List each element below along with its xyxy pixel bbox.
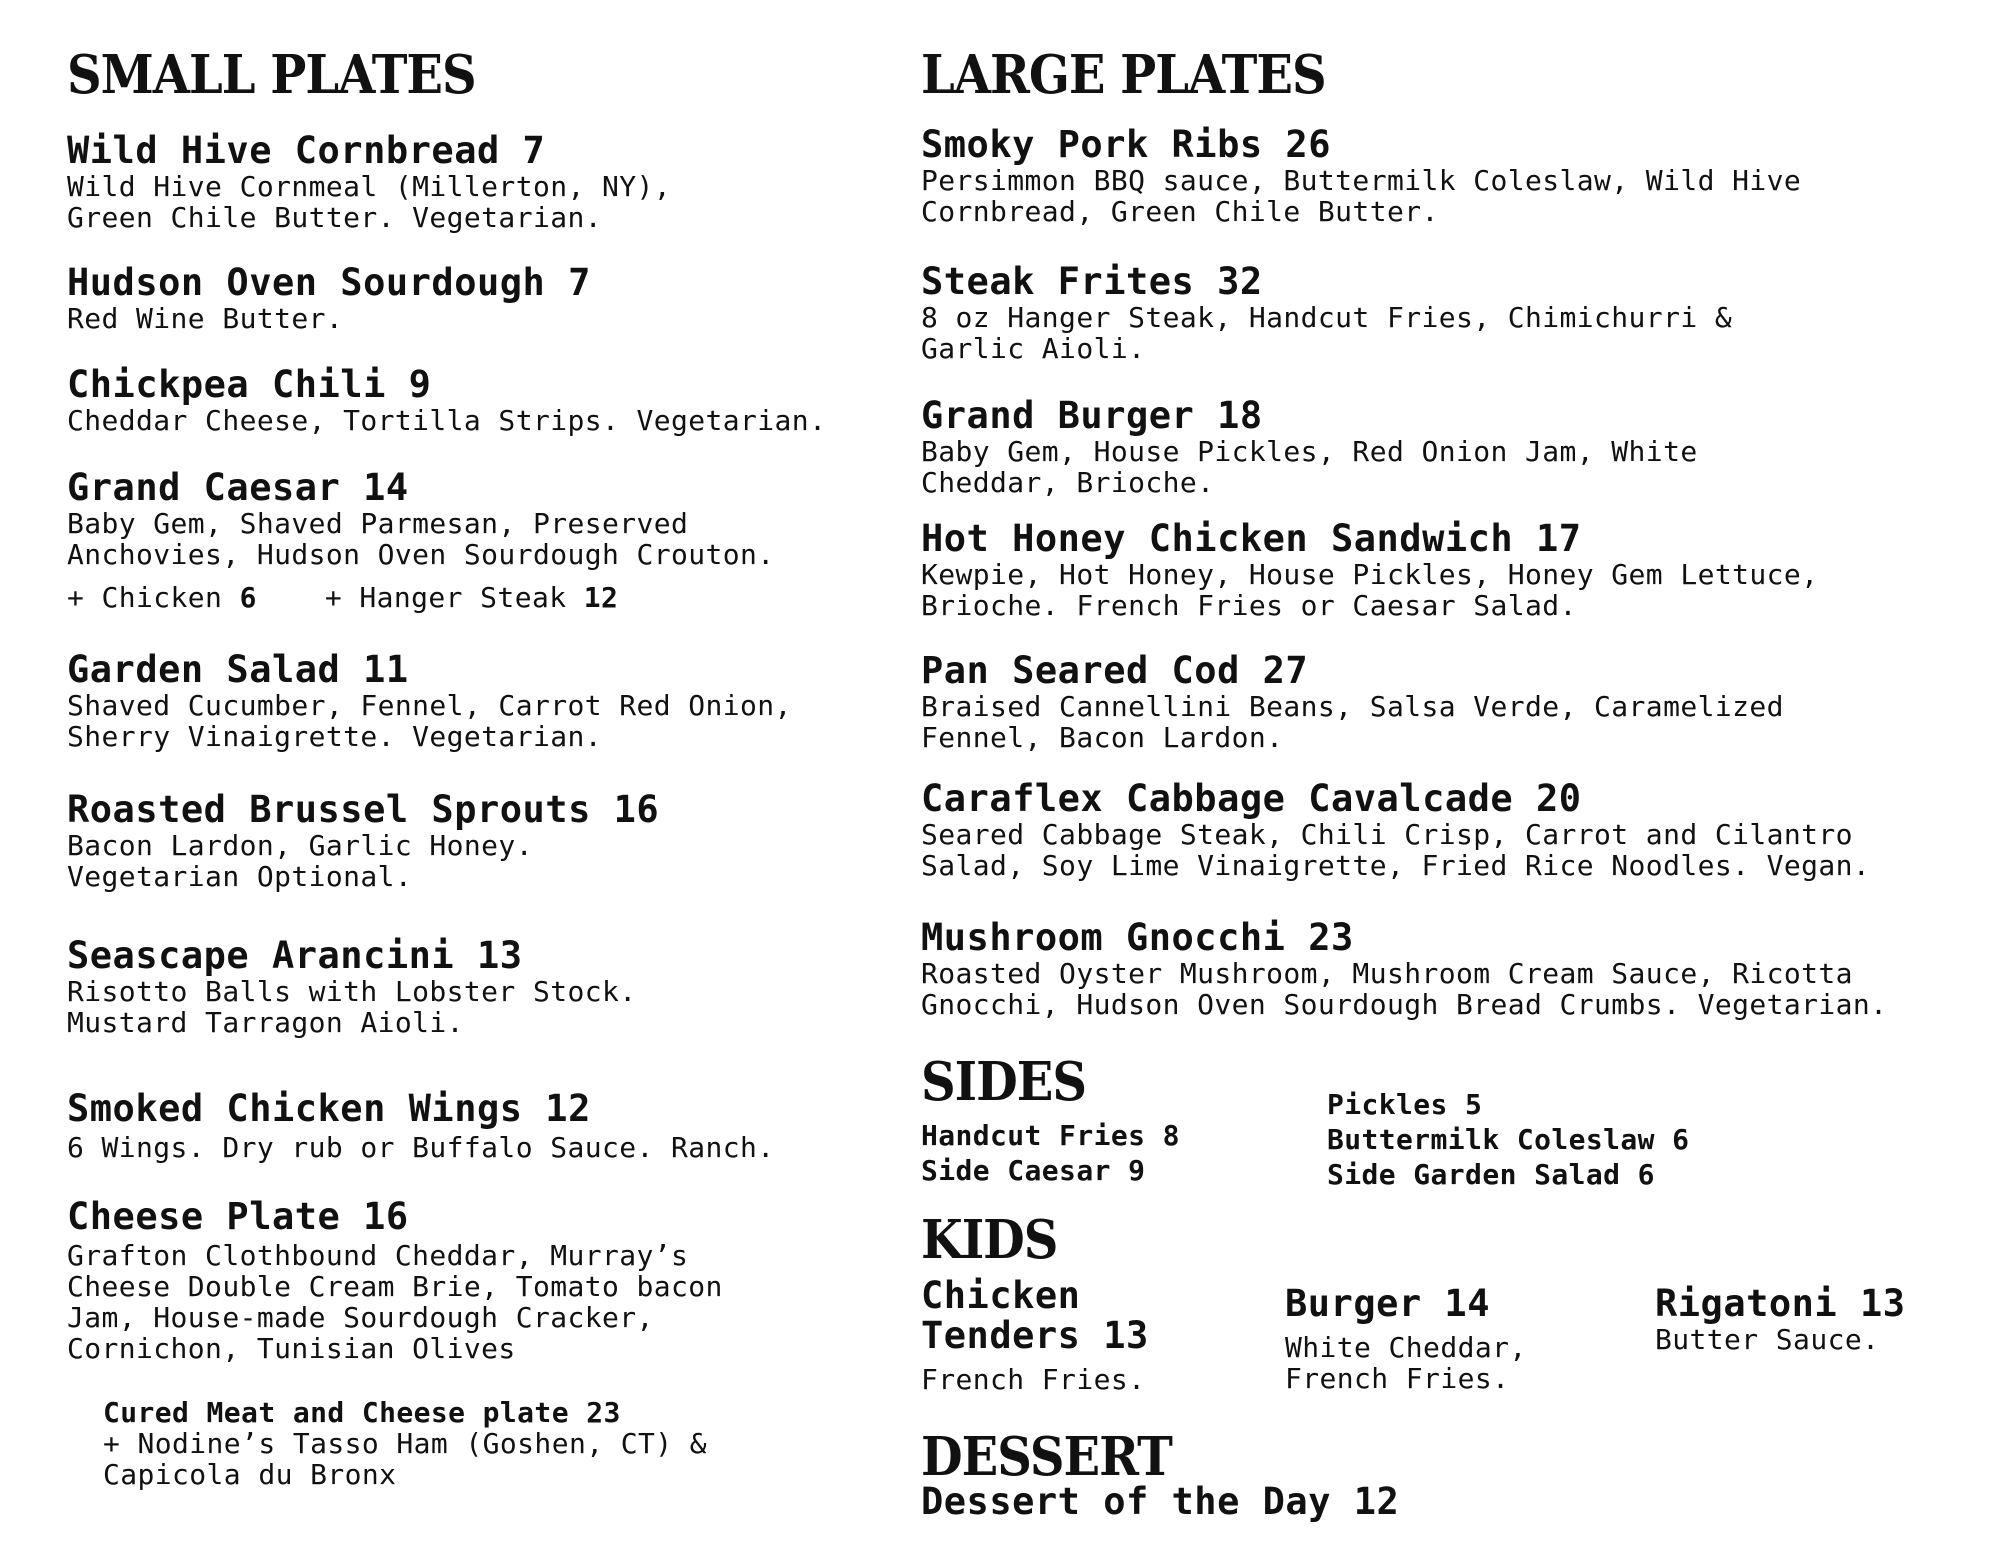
menu-item-roasted-brussel-sprouts (67, 790, 659, 892)
item-description: Baby Gem, Shaved Parmesan, Preserved Anchovies, Hudson Oven Sourdough Crouton. (67, 507, 775, 571)
item-description: Shaved Cucumber, Fennel, Carrot Red Onion, Sherry Vinaigrette. Vegetarian. (67, 689, 792, 753)
item-name: Mushroom Gnocchi 23 (921, 916, 1354, 959)
side-item: Side Garden Salad 6 (1327, 1158, 1655, 1191)
menu-item-pan-seared-cod (921, 651, 1784, 753)
item-name: Dessert of the Day 12 (921, 1480, 1400, 1523)
item-name: Hot Honey Chicken Sandwich 17 (921, 517, 1582, 560)
item-description: + Nodine’s Tasso Ham (Goshen, CT) & Capicola du Bronx (103, 1427, 708, 1491)
item-name: Cured Meat and Cheese plate 23 (103, 1396, 621, 1429)
item-name: Grand Caesar 14 (67, 466, 409, 509)
menu-item-chickpea-chili (67, 365, 826, 436)
item-name: Smoked Chicken Wings 12 (67, 1087, 591, 1130)
menu-item-smoked-chicken-wings (67, 1089, 775, 1163)
menu-item-cured-meat-plate (103, 1397, 707, 1490)
item-name: Seascape Arancini 13 (67, 934, 523, 977)
small-plates-heading: SMALL PLATES (67, 43, 476, 107)
item-name: Hudson Oven Sourdough 7 (67, 261, 591, 304)
menu-item-caraflex-cabbage-cavalcade (921, 779, 1870, 881)
item-name: Roasted Brussel Sprouts 16 (67, 788, 660, 831)
item-description: Butter Sauce. (1655, 1323, 1880, 1356)
item-name: Wild Hive Cornbread 7 (67, 129, 546, 172)
item-name: Smoky Pork Ribs 26 (921, 123, 1331, 166)
dessert-heading: DESSERT (921, 1425, 1172, 1489)
item-name: Chickpea Chili 9 (67, 363, 432, 406)
item-description: Cheddar Cheese, Tortilla Strips. Vegetarian. (67, 404, 827, 437)
kids-heading: KIDS (921, 1208, 1058, 1272)
large-plates-heading: LARGE PLATES (921, 43, 1326, 107)
side-item: Pickles 5 (1327, 1088, 1483, 1121)
item-description: White Cheddar, French Fries. (1285, 1331, 1527, 1395)
sides-column-2 (1327, 1087, 1689, 1192)
menu-item-grand-burger (921, 396, 1698, 498)
item-name: Pan Seared Cod 27 (921, 649, 1309, 692)
item-name: Caraflex Cabbage Cavalcade 20 (921, 777, 1582, 820)
item-description: Grafton Clothbound Cheddar, Murray’s Cheese Double Cream Brie, Tomato bacon Jam, House-made Sourdough Cracker, Cornichon, Tunisian Olives (67, 1239, 723, 1365)
addon-chicken: + Chicken 6 (67, 581, 257, 614)
side-item: Buttermilk Coleslaw 6 (1327, 1123, 1690, 1156)
sides-column-1 (921, 1118, 1180, 1188)
menu-item-mushroom-gnocchi (921, 918, 1887, 1020)
item-name: Rigatoni 13 (1655, 1282, 1906, 1325)
item-description: Risotto Balls with Lobster Stock. Mustard Tarragon Aioli. (67, 975, 637, 1039)
item-description: Kewpie, Hot Honey, House Pickles, Honey Gem Lettuce, Brioche. French Fries or Caesar Salad. (921, 558, 1819, 622)
menu-item-seascape-arancini (67, 936, 637, 1038)
item-description: Persimmon BBQ sauce, Buttermilk Coleslaw, Wild Hive Cornbread, Green Chile Butter. (921, 164, 1802, 228)
item-description: 8 oz Hanger Steak, Handcut Fries, Chimichurri & Garlic Aioli. (921, 301, 1733, 365)
dessert-item (921, 1482, 1399, 1522)
item-name: Chicken Tenders 13 (921, 1274, 1149, 1357)
item-description: Braised Cannellini Beans, Salsa Verde, Caramelized Fennel, Bacon Lardon. (921, 690, 1784, 754)
item-name: Burger 14 (1285, 1282, 1490, 1325)
menu-item-wild-hive-cornbread (67, 131, 671, 233)
kids-item-rigatoni (1655, 1284, 1906, 1355)
item-name: Steak Frites 32 (921, 260, 1263, 303)
menu-item-steak-frites (921, 262, 1732, 364)
side-item: Handcut Fries 8 (921, 1119, 1180, 1152)
menu-item-hot-honey-chicken-sandwich (921, 519, 1818, 621)
kids-item-burger (1285, 1284, 1527, 1394)
item-name: Cheese Plate 16 (67, 1195, 409, 1238)
menu-item-smoky-pork-ribs (921, 125, 1801, 227)
menu-item-grand-caesar (67, 468, 775, 613)
kids-item-chicken-tenders (921, 1276, 1149, 1395)
sides-heading: SIDES (921, 1050, 1086, 1114)
item-name: Garden Salad 11 (67, 648, 409, 691)
side-item: Side Caesar 9 (921, 1154, 1146, 1187)
menu-item-hudson-oven-sourdough (67, 263, 591, 334)
item-description: 6 Wings. Dry rub or Buffalo Sauce. Ranch. (67, 1131, 775, 1164)
item-description: Roasted Oyster Mushroom, Mushroom Cream Sauce, Ricotta Gnocchi, Hudson Oven Sourdough Bread Crumbs. Vegetarian. (921, 957, 1888, 1021)
menu-item-garden-salad (67, 650, 792, 752)
item-description: Seared Cabbage Steak, Chili Crisp, Carrot and Cilantro Salad, Soy Lime Vinaigrette, Fried Rice Noodles. Vegan. (921, 818, 1871, 882)
item-name: Grand Burger 18 (921, 394, 1263, 437)
item-description: Red Wine Butter. (67, 302, 344, 335)
caesar-addons (67, 582, 775, 613)
item-description: French Fries. (921, 1363, 1146, 1396)
item-description: Baby Gem, House Pickles, Red Onion Jam, White Cheddar, Brioche. (921, 435, 1698, 499)
addon-hanger-steak: + Hanger Steak 12 (324, 581, 619, 614)
item-description: Bacon Lardon, Garlic Honey. Vegetarian Optional. (67, 829, 533, 893)
item-description: Wild Hive Cornmeal (Millerton, NY), Green Chile Butter. Vegetarian. (67, 170, 672, 234)
menu-item-cheese-plate (67, 1197, 723, 1364)
